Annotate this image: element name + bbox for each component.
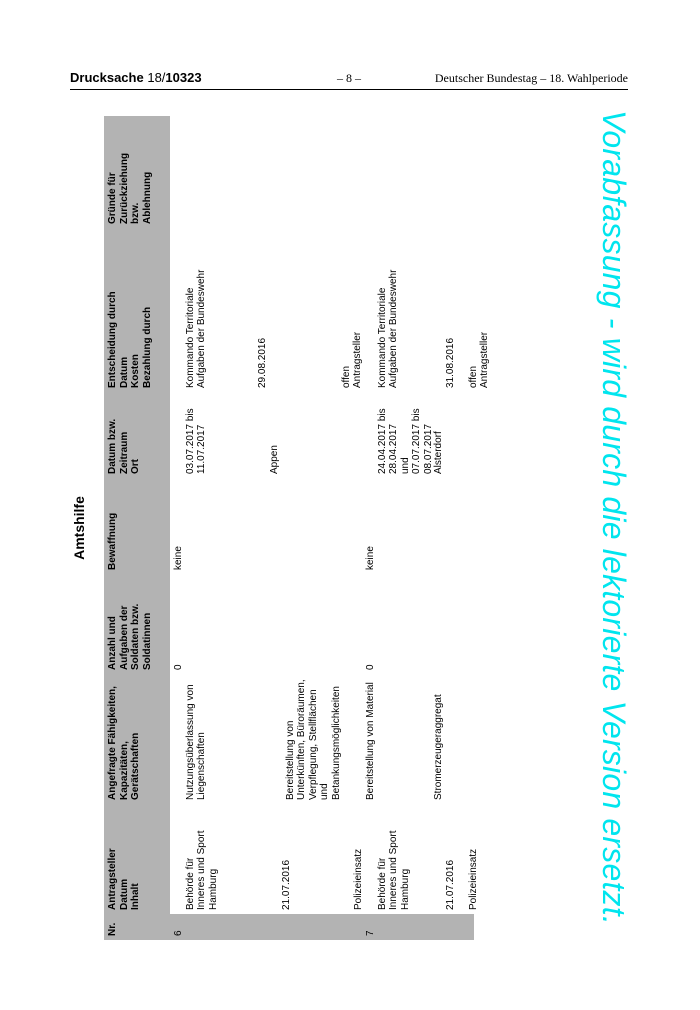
doc-number-period: 18/ — [147, 70, 166, 85]
header-anzahl: Anzahl und Aufgaben der Soldaten bzw. Soldatinnen — [107, 603, 153, 670]
row-ort: Alsterdorf — [433, 431, 444, 474]
antragsteller: Behörde für Inneres und Sport Hamburg — [376, 830, 411, 910]
row-gruende — [362, 116, 430, 228]
doc-prefix: Drucksache — [70, 70, 144, 85]
row-empty — [270, 574, 362, 674]
doc-number: 10323 — [165, 70, 202, 85]
header-entscheidung: Entscheidung durch Datum Kosten Bezahlung durch — [107, 291, 153, 388]
header-gruende: Gründe für Zurückziehung bzw. Ablehnung — [107, 152, 153, 224]
antrag-datum: 21.07.2016 — [280, 859, 292, 910]
draft-watermark: Vorabfassung - wird durch die lektorierte Version ersetzt. — [596, 110, 632, 925]
kosten: offen Antragsteller — [467, 331, 490, 388]
inhalt: Polizeieinsatz — [352, 848, 364, 910]
row-datum-inhalt — [430, 804, 479, 914]
row-bewaffnung: keine — [173, 546, 184, 570]
antragsteller: Behörde für Inneres und Sport Hamburg — [184, 830, 219, 910]
row-gruende — [170, 116, 270, 228]
header-bewaffnung: Bewaffnung — [107, 512, 118, 570]
faehigkeiten-detail: Bereitstellung von Unterkünften, Büroräumen, Verpflegung, Stellflächen und Betankungsmöglichkeiten — [284, 679, 342, 800]
page-number: – 8 – — [337, 71, 361, 85]
entscheidung-datum: 29.08.2016 — [257, 337, 268, 388]
row-empty — [430, 574, 474, 674]
row-inhalt — [270, 804, 362, 914]
header-nr: Nr. — [107, 922, 118, 936]
table-header-row — [104, 116, 170, 940]
row-empty — [270, 116, 362, 228]
inhalt: Polizeieinsatz — [467, 848, 479, 910]
ort: Appen — [269, 445, 280, 474]
table-title: Amtshilfe — [71, 496, 87, 560]
table-row-continuation — [270, 116, 362, 940]
row-empty — [430, 478, 474, 574]
row-anzahl: 0 — [365, 664, 376, 670]
row-zeitraum — [362, 392, 434, 478]
row-empty — [430, 116, 474, 228]
zeitraum: 24.04.2017 bis 28.04.2017 und 07.07.2017 bis 08.07.2017 — [376, 408, 434, 474]
row-faehigkeiten — [170, 674, 270, 804]
kosten: offen Antragsteller — [340, 331, 363, 388]
row-faehigkeiten: Bereitstellung von Material — [365, 682, 376, 800]
header-antragsteller: Antragsteller Datum Inhalt — [107, 848, 141, 910]
table-row-continuation — [430, 116, 490, 940]
entscheidung: Kommando Territoriale Aufgaben der Bundeswehr — [184, 269, 207, 388]
header-zeitraum: Datum bzw. Zeitraum Ort — [107, 418, 141, 474]
zeitraum: 03.07.2017 bis 11.07.2017 — [184, 408, 207, 474]
row-nr-cont — [270, 914, 362, 940]
row-empty — [270, 392, 362, 478]
row-entscheidung-2 — [430, 228, 490, 392]
entscheidung-datum: 31.08.2016 — [444, 337, 456, 388]
row-entscheidung — [170, 228, 270, 392]
parliament-label: Deutscher Bundestag – 18. Wahlperiode — [434, 71, 628, 85]
row-entscheidung — [362, 228, 430, 392]
row-nr: 7 — [362, 914, 430, 940]
row-zeitraum — [170, 392, 280, 478]
row-empty — [270, 478, 362, 574]
row-antragsteller — [170, 804, 292, 914]
table-row — [170, 116, 292, 940]
row-anzahl: 0 — [173, 664, 184, 670]
row-kosten — [270, 228, 362, 392]
entscheidung: Kommando Territoriale Aufgaben der Bundeswehr — [376, 269, 399, 388]
row-nr: 6 — [170, 914, 270, 940]
page-header — [70, 70, 628, 88]
faehigkeiten: Nutzungsüberlassung von Liegenschaften — [184, 684, 207, 800]
row-antragsteller — [362, 804, 430, 914]
row-faehigkeiten-2: Stromerzeugeraggregat — [433, 694, 444, 800]
amtshilfe-table — [104, 116, 490, 940]
row-bewaffnung: keine — [365, 546, 376, 570]
table-row — [362, 116, 434, 940]
header-faehigkeiten: Angefragte Fähigkeiten, Kapazitäten, Gerätschaften — [107, 686, 141, 800]
antrag-datum: 21.07.2016 — [444, 859, 456, 910]
row-faehigkeiten-2 — [270, 674, 362, 804]
landscape-table-area — [70, 116, 490, 940]
header-rule — [70, 89, 628, 90]
row-nr-cont — [430, 914, 474, 940]
